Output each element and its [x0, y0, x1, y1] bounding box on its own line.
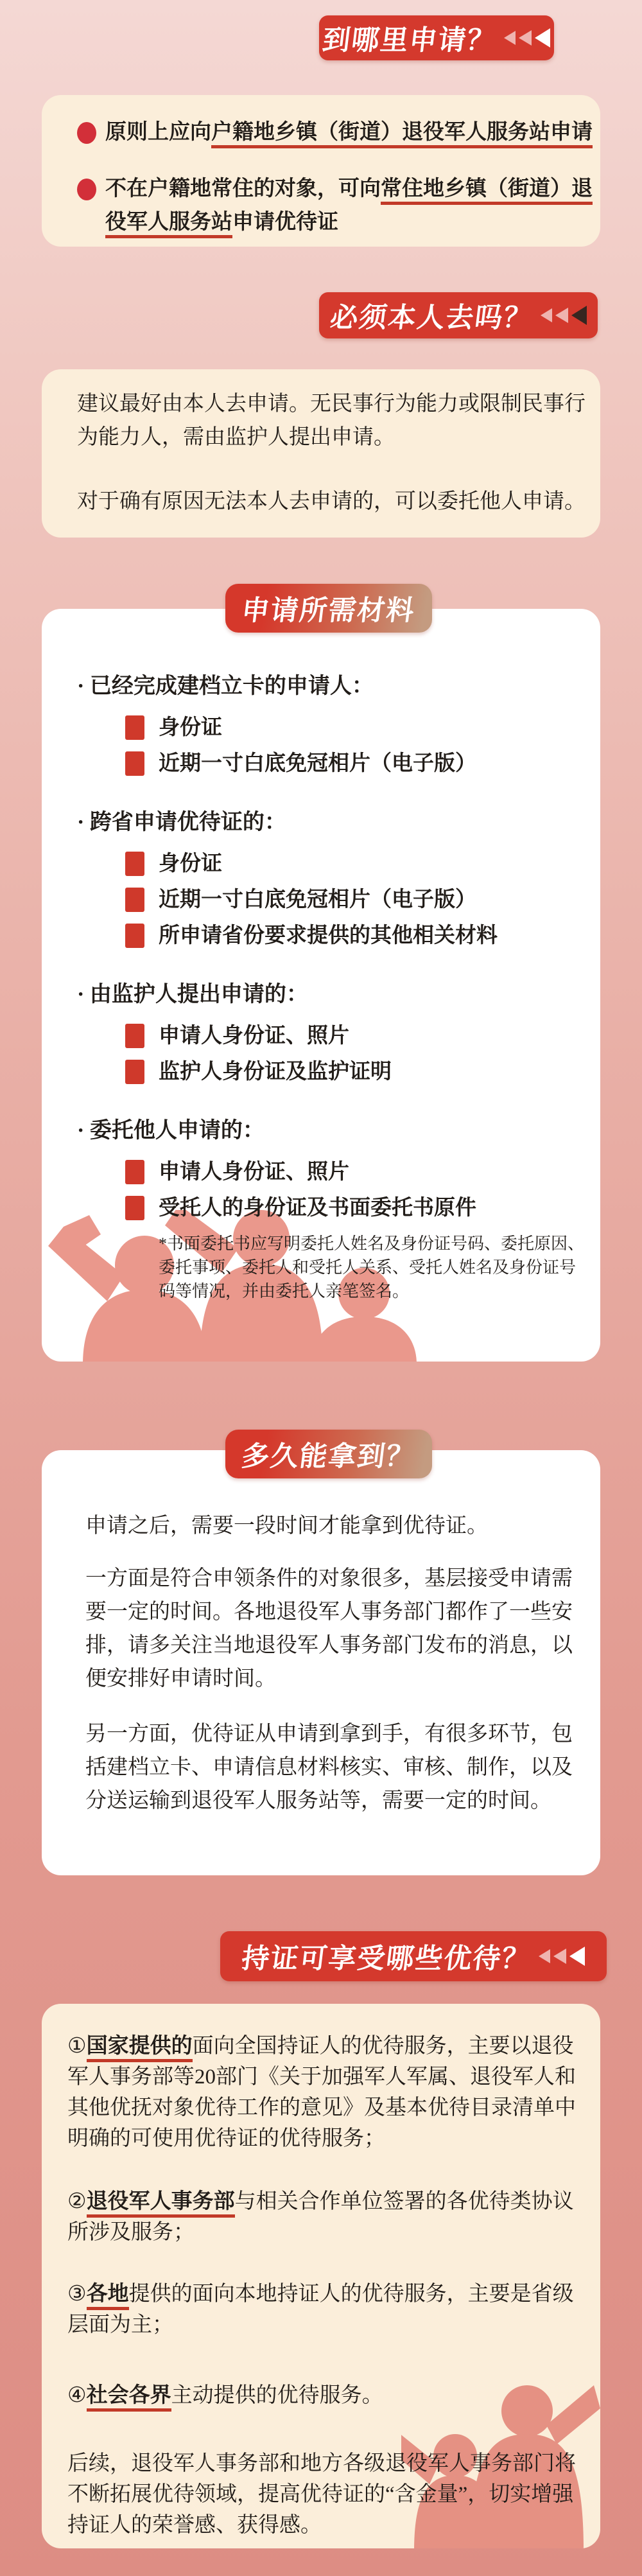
material-item-label: 近期一寸白底免冠相片（电子版） — [159, 752, 476, 775]
left-triangle-icon — [539, 1949, 550, 1963]
circled-number: ① — [67, 2035, 87, 2058]
triple-back-arrows-icon — [539, 1947, 585, 1966]
underlined-text: 常住地乡镇（街道）退役军人服务站 — [105, 177, 593, 238]
triple-back-arrows-icon — [504, 28, 550, 48]
benefit-item-4 — [67, 2380, 589, 2411]
header-materials-label: 申请所需材料 — [239, 595, 417, 626]
underlined-text: 国家提供的 — [87, 2035, 193, 2062]
text-run: 面向全国持证人的优待服务，主要以退役军人事务部等20部门《关于加强军人军属、退役军人和其他优抚对象优待工作的意见》及基本优待目录清单中明确的可使用优待证的优待服务； — [67, 2035, 576, 2150]
left-triangle-icon — [541, 308, 552, 322]
benefit-item-1 — [67, 2031, 589, 2154]
material-item — [125, 849, 600, 879]
left-triangle-icon — [571, 306, 587, 325]
how-long-paragraph-1: 申请之后，需要一段时间才能拿到优待证。 — [85, 1514, 488, 1538]
materials-card — [42, 609, 600, 1362]
text-run: 主动提供的优待服务。 — [171, 2384, 383, 2407]
materials-group-title: · 跨省申请优待证的： — [77, 810, 286, 834]
in-person-paragraph-2: 对于确有原因无法本人去申请的，可以委托他人申请。 — [77, 490, 586, 513]
red-square-bullet-icon — [125, 751, 144, 776]
left-triangle-icon — [553, 1949, 566, 1964]
circled-number: ④ — [67, 2384, 87, 2407]
material-item-label: 监护人身份证及监护证明 — [159, 1060, 392, 1083]
list-item — [77, 116, 600, 149]
text-run: 申请优待证 — [232, 211, 338, 234]
circled-number: ③ — [67, 2282, 87, 2306]
material-item — [125, 921, 600, 951]
material-item-label: 近期一寸白底免冠相片（电子版） — [159, 888, 476, 911]
material-item — [125, 885, 600, 915]
text-run: 原则上应向 — [105, 121, 211, 144]
header-benefits — [220, 1931, 607, 1981]
text-run: 不在户籍地常住的对象，可向 — [105, 177, 381, 200]
header-where-to-apply — [319, 15, 554, 60]
material-item-label: 身份证 — [159, 716, 222, 739]
materials-note: *书面委托书应写明委托人姓名及身份证号码、委托原因、委托事项、委托人和受托人关系、受托人姓名及身份证号码等情况，并由委托人亲笔签名。 — [159, 1234, 585, 1301]
benefits-card — [42, 2004, 600, 2548]
material-item-label: 受托人的身份证及书面委托书原件 — [159, 1196, 476, 1220]
text-run: 与相关合作单位签署的各优待类协议所涉及服务； — [67, 2190, 574, 2244]
underlined-text: 社会各界 — [87, 2384, 171, 2412]
in-person-card — [42, 369, 600, 538]
header-benefits-label: 持证可享受哪些优待？ — [239, 1943, 533, 1974]
underlined-text: 户籍地乡镇（街道）退役军人服务站申请 — [211, 121, 593, 148]
red-square-bullet-icon — [125, 888, 144, 912]
header-in-person — [319, 292, 598, 338]
material-item-label: 申请人身份证、照片 — [159, 1024, 349, 1047]
header-in-person-label: 必须本人去吗？ — [328, 302, 535, 333]
red-square-bullet-icon — [125, 852, 144, 876]
material-item-label: 所申请省份要求提供的其他相关材料 — [159, 924, 498, 947]
how-long-card — [42, 1450, 600, 1875]
where-card — [42, 95, 600, 247]
material-item — [125, 1157, 600, 1187]
benefits-closing-paragraph: 后续，退役军人事务部和地方各级退役军人事务部门将不断拓展优待领域，提高优待证的“含金量”，切实增强持证人的荣誉感、获得感。 — [67, 2452, 576, 2537]
material-item — [125, 1021, 600, 1051]
left-triangle-icon — [504, 31, 516, 45]
materials-group-title: · 委托他人申请的： — [77, 1119, 265, 1143]
triple-back-arrows-icon — [541, 306, 587, 325]
material-item — [125, 713, 600, 742]
text-run: 提供的面向本地持证人的优待服务，主要是省级层面为主； — [67, 2282, 574, 2336]
red-square-bullet-icon — [125, 1196, 144, 1220]
left-triangle-icon — [555, 308, 568, 323]
material-item — [125, 749, 600, 778]
in-person-paragraph-1: 建议最好由本人去申请。无民事行为能力或限制民事行为能力人，需由监护人提出申请。 — [77, 392, 586, 449]
left-triangle-icon — [569, 1947, 585, 1966]
red-square-bullet-icon — [125, 1024, 144, 1048]
circled-number: ② — [67, 2190, 87, 2213]
benefit-item-2 — [67, 2186, 589, 2248]
left-triangle-icon — [535, 28, 550, 48]
header-how-long-label: 多久能拿到？ — [239, 1441, 417, 1472]
header-where-label: 到哪里申请？ — [320, 24, 498, 56]
header-how-long — [225, 1430, 432, 1478]
where-item-1 — [105, 116, 600, 149]
materials-group-title: · 由监护人提出申请的： — [77, 983, 308, 1006]
material-item — [125, 1057, 600, 1087]
how-long-paragraph-3: 另一方面，优待证从申请到拿到手，有很多环节，包括建档立卡、申请信息材料核实、审核、制作，以及分送运输到退役军人服务站等，需要一定的时间。 — [85, 1722, 573, 1812]
red-circle-bullet-icon — [77, 122, 96, 144]
material-item — [125, 1193, 600, 1223]
material-item-label: 申请人身份证、照片 — [159, 1161, 349, 1184]
underlined-text: 退役军人事务部 — [87, 2190, 235, 2218]
how-long-paragraph-2: 一方面是符合申领条件的对象很多，基层接受申请需要一定的时间。各地退役军人事务部门都作了一些安排，请多关注当地退役军人事务部门发布的消息，以便安排好申请时间。 — [85, 1567, 573, 1690]
underlined-text: 各地 — [87, 2282, 129, 2310]
red-square-bullet-icon — [125, 924, 144, 948]
red-square-bullet-icon — [125, 1160, 144, 1184]
materials-group-title: · 已经完成建档立卡的申请人： — [77, 674, 374, 698]
left-triangle-icon — [519, 30, 532, 46]
red-circle-bullet-icon — [77, 179, 96, 200]
list-item — [77, 172, 600, 239]
where-item-2 — [105, 172, 600, 239]
benefit-item-3 — [67, 2279, 589, 2340]
material-item-label: 身份证 — [159, 852, 222, 875]
header-materials — [225, 584, 432, 633]
red-square-bullet-icon — [125, 1060, 144, 1084]
red-square-bullet-icon — [125, 715, 144, 740]
